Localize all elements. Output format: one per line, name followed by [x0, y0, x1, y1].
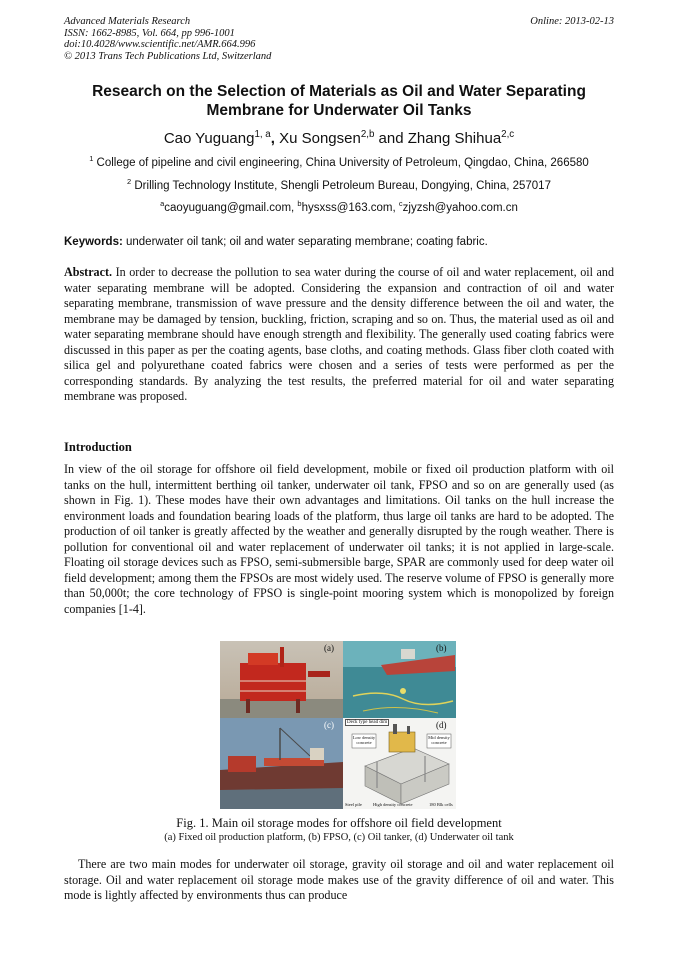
- affiliation-1: [40, 154, 638, 169]
- author-separator: ,: [270, 130, 275, 147]
- section-heading-introduction: Introduction: [64, 440, 132, 454]
- intro-paragraph-1: In view of the oil storage for offshore oil field development, mobile or fixed oil production platform with oil tanks on the hull, intermittent berthing oil tanker, underwater oil tank, FPSO and so on are generally used (as shown in Fig. 1). These modes have their own advantages and limitations. Oil tanks on the hull increase the environment loads and foundation bearing loads of the platform, thus large oil tanks are hard to be adopted. The production of oil tanker is greatly affected by the weather and generally disrupted by the rough weather. There is pollution for conventional oil and water replacement of underwater oil tanks; it is not applied in large-scale. Floating oil storage devices such as FPSO, semi-submersible barge, SPAR are commonly used for deep water oil field development; among them the FPSOs are most widely used. The reserve volume of FPSO is generally more than 50,000t; the core technology of FPSO is single-point mooring system which is monopolized by foreign companies [1-4].: [64, 462, 614, 616]
- keywords-text: underwater oil tank; oil and water separating membrane; coating fabric.: [126, 236, 488, 248]
- figure-subcaption: (a) Fixed oil production platform, (b) FPSO, (c) Oil tanker, (d) Underwater oil tank: [164, 832, 514, 843]
- keywords: [64, 236, 614, 248]
- author-name: Xu Songsen: [279, 130, 361, 147]
- affiliation-sup: 1: [89, 154, 94, 164]
- figure-panel-c: [220, 718, 343, 809]
- email-sup: a: [160, 199, 165, 209]
- paper-title: [40, 82, 638, 120]
- diagram-label-cells: 180 Blk cells: [429, 802, 453, 807]
- underwater-tank-diagram: [343, 718, 456, 809]
- email-sup: b: [297, 199, 302, 209]
- author-list: [40, 130, 638, 147]
- journal-header: [64, 16, 271, 62]
- title-line-2: Membrane for Underwater Oil Tanks: [206, 102, 472, 119]
- email-sup: c: [398, 199, 403, 209]
- diagram-label-mid-density: Mid density concrete: [428, 735, 450, 745]
- figure-panel-d: [343, 718, 456, 809]
- author-sup: 2,c: [501, 129, 515, 140]
- email-link[interactable]: caoyuguang@gmail.com,: [164, 202, 295, 214]
- figure-1: [220, 641, 456, 809]
- abstract-text: In order to decrease the pollution to sea water during the course of oil and water replacement, oil and water separating membrane will be adopted. Considering the expansion and contraction of oil and water separating membrane, transmission of wave pressure and the density difference between the oil and water, the membrane may be damaged by tension, buckling, friction, scraping and so on. Thus, the material used as oil and water separating membrane should have enough strength and flexibility. The generally used coating fabrics were discussed in this paper as per the coating agents, base cloths, and coating methods. Glass fiber cloth coated with silica gel and polyurethane coated fabrics were chosen and a series of tests were performed as per the corresponding standards. By analyzing the test results, the preferred material for oil and water separating membrane was proposed.: [64, 265, 614, 403]
- affiliation-sup: 2: [127, 177, 132, 187]
- email-list: [40, 199, 638, 214]
- email-link[interactable]: zjyzsh@yahoo.com.cn: [402, 202, 518, 214]
- journal-name: Advanced Materials Research: [64, 16, 191, 27]
- title-line-1: Research on the Selection of Materials as Oil and Water Separating: [92, 83, 586, 100]
- diagram-label-low-density: Low density concrete: [352, 735, 376, 745]
- author-sup: 1, a: [254, 129, 271, 140]
- author-name: Zhang Shihua: [407, 130, 502, 147]
- figure-caption: Fig. 1. Main oil storage modes for offshore oil field development: [176, 816, 502, 830]
- panel-label-b: (b): [436, 643, 447, 653]
- affiliation-2: [40, 177, 638, 192]
- diagram-label-high-density: High density concrete: [373, 802, 413, 807]
- abstract-label: Abstract.: [64, 265, 113, 279]
- author-name: Cao Yuguang: [163, 130, 255, 147]
- panel-label-c: (c): [324, 720, 334, 730]
- online-date: Online: 2013-02-13: [530, 16, 614, 27]
- email-link[interactable]: hysxss@163.com,: [301, 202, 396, 214]
- tanker-photo: [220, 718, 343, 809]
- abstract: [64, 265, 614, 405]
- author-sup: 2,b: [360, 129, 375, 140]
- diagram-label-deck: Deck type head dim: [347, 720, 388, 725]
- author-separator: and: [378, 130, 404, 147]
- intro-paragraph-2: There are two main modes for underwater oil storage, gravity oil storage and oil and water replacement oil storage. Oil and water replacement oil storage mode makes use of the gravity difference of oil and water. This mode is lightly affected by environments thus can produce: [64, 857, 614, 902]
- panel-label-a: (a): [324, 643, 334, 653]
- journal-issn: ISSN: 1662-8985, Vol. 664, pp 996-1001: [64, 27, 235, 39]
- journal-copyright: © 2013 Trans Tech Publications Ltd, Switzerland: [64, 50, 272, 62]
- affiliation-text: Drilling Technology Institute, Shengli Petroleum Bureau, Dongying, China, 257017: [134, 180, 551, 192]
- journal-doi: doi:10.4028/www.scientific.net/AMR.664.996: [64, 39, 256, 50]
- diagram-label-steel-pile: Steel pile: [345, 802, 362, 807]
- affiliation-text: College of pipeline and civil engineering, China University of Petroleum, Qingdao, China, 266580: [96, 157, 589, 169]
- keywords-label: Keywords:: [64, 236, 123, 248]
- panel-label-d: (d): [436, 720, 447, 730]
